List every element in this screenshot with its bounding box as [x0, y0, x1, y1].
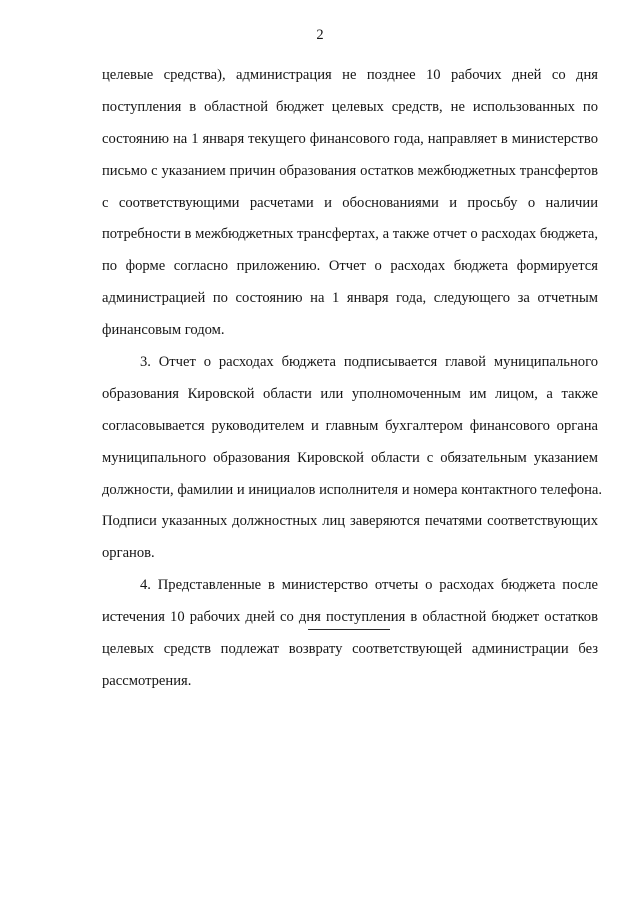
paragraph-line: должности, фамилии и инициалов исполнителя и номера контактного телефона.	[102, 481, 603, 498]
paragraph-line: образования Кировской области или уполномоченным им лицом, а также	[102, 385, 598, 402]
paragraph-line: 3. Отчет о расходах бюджета подписывается главой муниципального	[139, 354, 598, 371]
paragraph-line: финансовым годом.	[102, 322, 225, 339]
paragraph-line: 4. Представленные в министерство отчеты о расходах бюджета после	[139, 577, 598, 594]
paragraph-line: администрацией по состоянию на 1 января года, следующего за отчетным	[102, 290, 598, 307]
paragraph-line: по форме согласно приложению. Отчет о расходах бюджета формируется	[102, 258, 598, 275]
paragraph-1	[102, 60, 598, 347]
paragraph-4	[102, 570, 598, 698]
paragraph-line: с соответствующими расчетами и обоснованиями и просьбу о наличии	[102, 194, 598, 211]
paragraph-line: истечения 10 рабочих дней со дня поступления в областной бюджет остатков	[102, 609, 598, 626]
paragraph-line: поступления в областной бюджет целевых средств, не использованных по	[102, 98, 598, 115]
paragraph-line: Подписи указанных должностных лиц заверяются печатями соответствующих	[102, 513, 598, 530]
paragraph-line: целевые средства), администрация не позднее 10 рабочих дней со дня	[102, 67, 598, 83]
paragraph-line: согласовывается руководителем и главным бухгалтером финансового органа	[102, 417, 598, 434]
paragraph-line: письмо с указанием причин образования остатков межбюджетных трансфертов	[102, 162, 598, 179]
paragraph-line: рассмотрения.	[102, 672, 192, 689]
paragraph-line: органов.	[102, 545, 155, 562]
document-body	[102, 60, 603, 698]
end-of-document-rule	[308, 629, 390, 630]
page-number: 2	[316, 27, 324, 43]
paragraph-line: целевых средств подлежат возврату соответствующей администрации без	[102, 641, 598, 658]
paragraph-line: состоянию на 1 января текущего финансового года, направляет в министерство	[102, 130, 598, 147]
paragraph-3	[102, 347, 603, 570]
paragraph-line: муниципального образования Кировской области с обязательным указанием	[102, 449, 598, 466]
paragraph-line: потребности в межбюджетных трансфертах, а также отчет о расходах бюджета,	[102, 226, 598, 243]
